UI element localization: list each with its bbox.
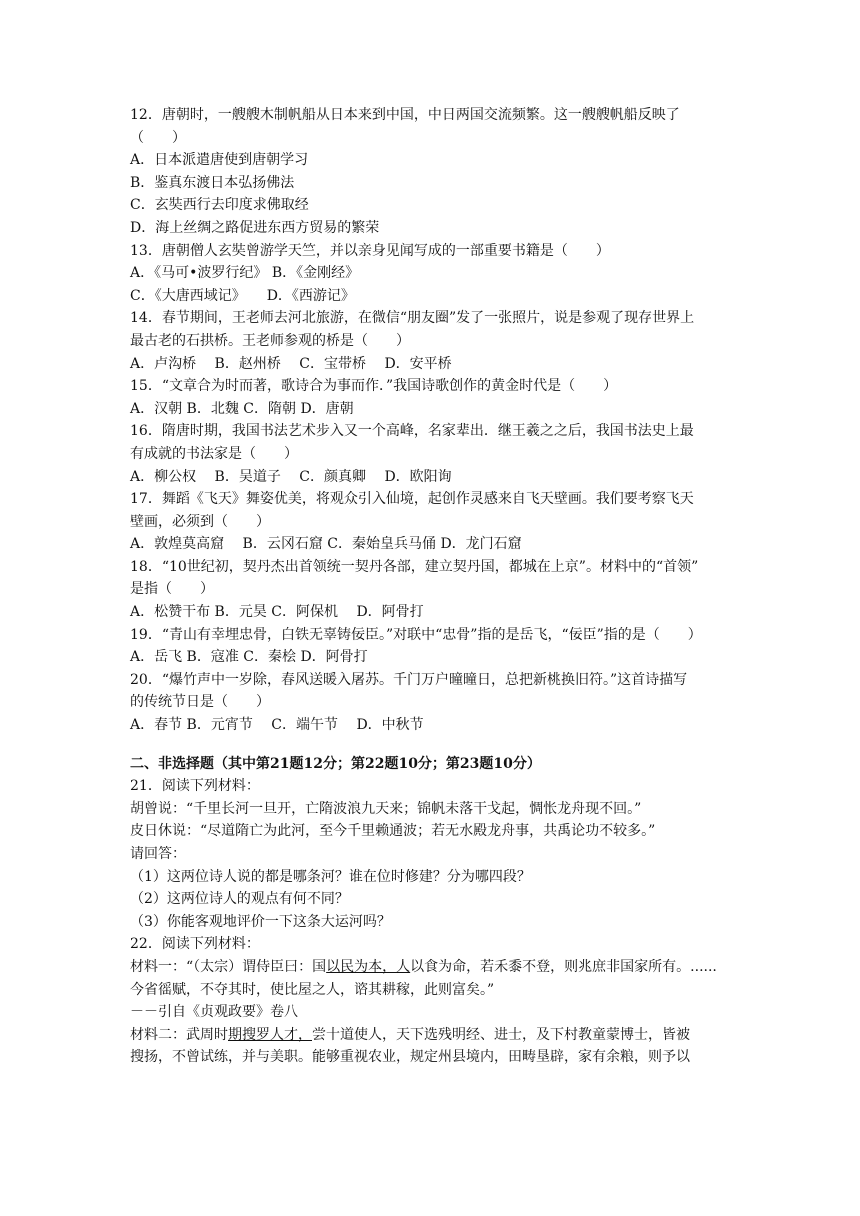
q20-options: A．春节 B．元宵节 C．端午节 D．中秋节 — [130, 717, 424, 734]
q13-stem: 13．唐朝僧人玄奘曾游学天竺，并以亲身见闻写成的一部重要书籍是（ ） — [130, 242, 610, 259]
q21-quote-pirixiu: 皮日休说：“尽道隋亡为此河，至今千里赖通波；若无水殿龙舟事，共禹论功不较多。” — [130, 823, 656, 840]
q13-options-cd: C．《大唐西域记》 D．《西游记》 — [130, 287, 355, 304]
q21-stem: 21．阅读下列材料： — [130, 778, 260, 795]
material-1-pre: 材料一：“（太宗）谓侍臣曰：国 — [130, 958, 327, 975]
q21-quote-huzeng: 胡曾说：“千里长河一旦开，亡隋波浪九天来；锦帆未落干戈起，惆怅龙舟现不回。” — [130, 800, 642, 817]
q14-stem-cont: 最古老的石拱桥。王老师参观的桥是（ ） — [130, 332, 410, 349]
q22-material-2 — [130, 1024, 730, 1047]
q12-option-d: D．海上丝绸之路促进东西方贸易的繁荣 — [130, 219, 380, 236]
q16-options: A．柳公权 B．吴道子 C．颜真卿 D．欧阳询 — [130, 468, 452, 485]
q14-options: A．卢沟桥 B．赵州桥 C．宝带桥 D．安平桥 — [130, 355, 452, 372]
q15-options: A．汉朝 B．北魏 C．隋朝 D．唐朝 — [130, 400, 354, 417]
q22-material-1-source: －－引自《贞观政要》卷八 — [130, 1004, 298, 1021]
q15-stem: 15．“文章合为时而著，歌诗合为事而作．”我国诗歌创作的黄金时代是（ ） — [130, 378, 618, 395]
q20-stem-cont: 的传统节日是（ ） — [130, 694, 270, 711]
q12-option-b: B．鉴真东渡日本弘扬佛法 — [130, 174, 295, 191]
q19-stem: 19．“青山有幸埋忠骨，白铁无辜铸佞臣。”对联中“忠骨”指的是岳飞，“佞臣”指的是（ ） — [130, 626, 702, 643]
q18-options: A．松赞干布 B．元昊 C．阿保机 D．阿骨打 — [130, 604, 424, 621]
section-heading: 二、非选择题（其中第21题12分；第22题10分；第23题10分） — [130, 755, 541, 772]
q18-stem-cont: 是指（ ） — [130, 581, 214, 598]
q12-stem: 12．唐朝时，一艘艘木制帆船从日本来到中国，中日两国交流频繁。这一艘艘帆船反映了 — [130, 107, 680, 123]
q21-sub2: （2）这两位诗人的观点有何不同？ — [130, 891, 349, 908]
q17-options: A．敦煌莫高窟 B．云冈石窟 C．秦始皇兵马俑 D．龙门石窟 — [130, 536, 522, 553]
q14-stem: 14．春节期间，王老师去河北旅游，在微信“朋友圈”发了一张照片，说是参观了现存世界上 — [130, 310, 695, 327]
q21-sub1: （1）这两位诗人说的都是哪条河？谁在位时修建？分为哪四段？ — [130, 868, 531, 885]
q18-stem: 18．“10世纪初，契丹杰出首领统一契丹各部，建立契丹国，都城在上京”。材料中的“首领” — [130, 558, 699, 575]
q12-option-c: C．玄奘西行去印度求佛取经 — [130, 197, 309, 214]
q17-stem-cont: 壁画，必须到（ ） — [130, 513, 270, 530]
q20-stem: 20．“爆竹声中一岁除，春风送暖入屠苏。千门万户曈曈日，总把新桃换旧符。”这首诗描写 — [130, 671, 688, 688]
q22-stem: 22．阅读下列材料： — [130, 936, 260, 953]
document-page — [130, 104, 730, 1069]
q16-stem: 16．隋唐时期，我国书法艺术步入又一个高峰，名家辈出．继王羲之之后，我国书法史上最 — [130, 423, 694, 440]
q12-stem-cont: （ ） — [130, 129, 186, 146]
q21-prompt: 请回答： — [130, 846, 186, 862]
q22-material-1 — [130, 956, 730, 979]
q12-option-a: A．日本派遣唐使到唐朝学习 — [130, 152, 309, 169]
material-2-post: 尝十道使人，天下选残明经、进士，及下村教童蒙博士，皆被 — [312, 1026, 690, 1043]
q19-options: A．岳飞 B．寇准 C．秦桧 D．阿骨打 — [130, 649, 368, 666]
material-1-underlined: 以民为本，人 — [326, 958, 411, 975]
q16-stem-cont: 有成就的书法家是（ ） — [130, 445, 298, 462]
q22-material-2-cont: 搜扬，不曾试练，并与美职。能够重视农业，规定州县境内，田畴垦辟，家有余粮，则予以 — [130, 1049, 690, 1066]
q22-material-1-cont: 今省徭赋，不夺其时，使比屋之人，谘其耕稼，此则富矣。” — [130, 981, 495, 998]
q13-options-ab: A．《马可•波罗行纪》 B．《金刚经》 — [130, 265, 360, 282]
material-2-underlined: 期搜罗人才， — [228, 1026, 312, 1043]
material-1-post: 以食为命，若禾黍不登，则兆庶非国家所有。...... — [410, 958, 717, 975]
material-2-pre: 材料二：武周时 — [130, 1026, 228, 1043]
q21-sub3: （3）你能客观地评价一下这条大运河吗？ — [130, 913, 391, 930]
q17-stem: 17．舞蹈《飞天》舞姿优美，将观众引入仙境，起创作灵感来自飞天壁画。我们要考察飞天 — [130, 491, 694, 508]
